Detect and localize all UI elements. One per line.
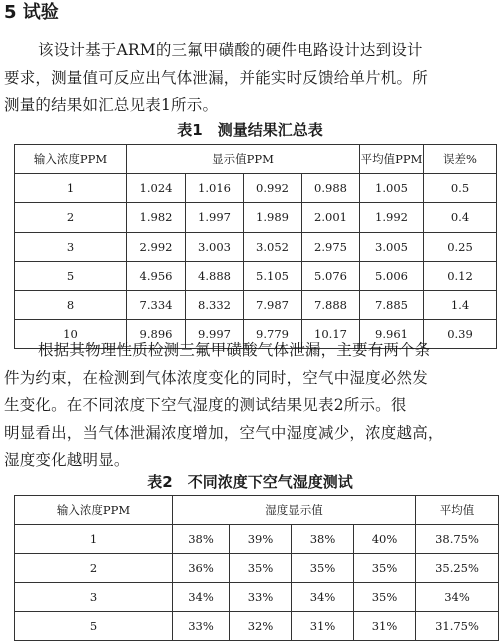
table-cell: 3.052 (244, 232, 302, 261)
table-cell: 0.988 (302, 174, 360, 203)
table-cell: 39% (230, 525, 292, 554)
table-row (15, 290, 497, 319)
table-row (15, 261, 497, 290)
table-cell: 1 (15, 525, 173, 554)
table-row (15, 612, 499, 641)
table-cell: 9.997 (186, 320, 244, 349)
table-1 (14, 144, 497, 349)
table-cell: 1.005 (360, 174, 424, 203)
table-1-body (15, 174, 497, 349)
paragraph-1-line-2: 要求，测量值可反应出气体泄漏，并能实时反馈给单片机。所 (4, 68, 428, 87)
table-cell: 1.024 (127, 174, 186, 203)
table-cell: 9.896 (127, 320, 186, 349)
table-row (15, 203, 497, 232)
table-cell: 34% (416, 583, 499, 612)
table-cell: 4.956 (127, 261, 186, 290)
table-2-caption: 表2 不同浓度下空气湿度测试 (147, 473, 353, 491)
table-cell: 2.992 (127, 232, 186, 261)
paragraph-2-line-1: 根据其物理性质检测三氟甲磺酸气体泄漏，主要有两个条 (38, 341, 431, 359)
table-cell: 0.4 (424, 203, 497, 232)
table-cell: 7.987 (244, 290, 302, 319)
table-cell: 5.105 (244, 261, 302, 290)
table-cell: 31% (292, 612, 354, 641)
paragraph-1 (4, 37, 496, 120)
table-cell: 35.25% (416, 554, 499, 583)
table-cell: 5.006 (360, 261, 424, 290)
table-cell: 32% (230, 612, 292, 641)
table-cell: 35% (292, 554, 354, 583)
paragraph-2-line-5: 湿度变化越明显。 (4, 451, 130, 469)
paragraph-1-line-3: 测量的结果如汇总见表1所示。 (4, 96, 219, 114)
table-cell: 34% (292, 583, 354, 612)
table-2-header-row (15, 496, 499, 525)
section-heading: 5 试验 (4, 2, 59, 23)
table-cell: 1 (15, 174, 127, 203)
table-cell: 9.779 (244, 320, 302, 349)
table-cell: 0.5 (424, 174, 497, 203)
table-cell: 35% (354, 554, 416, 583)
table-cell: 3.005 (360, 232, 424, 261)
table-cell: 35% (354, 583, 416, 612)
table-cell: 7.888 (302, 290, 360, 319)
table-cell: 33% (230, 583, 292, 612)
paragraph-2 (4, 337, 496, 475)
table-cell: 1.989 (244, 203, 302, 232)
table-cell: 1.992 (360, 203, 424, 232)
table-cell: 2 (15, 554, 173, 583)
table-2-header-display: 湿度显示值 (173, 496, 416, 525)
table-1-header-error: 误差% (424, 145, 497, 174)
table-2-body (15, 525, 499, 641)
table-cell: 10.17 (302, 320, 360, 349)
table-cell: 5 (15, 261, 127, 290)
table-row (15, 554, 499, 583)
table-cell: 0.25 (424, 232, 497, 261)
table-1-header-display: 显示值PPM (127, 145, 360, 174)
table-cell: 1.997 (186, 203, 244, 232)
table-cell: 10 (15, 320, 127, 349)
table-row (15, 174, 497, 203)
table-cell: 3 (15, 232, 127, 261)
table-1-header-input: 输入浓度PPM (15, 145, 127, 174)
table-row (15, 232, 497, 261)
paragraph-2-line-2: 件为约束，在检测到气体浓度变化的同时，空气中湿度必然发 (4, 368, 428, 387)
table-cell: 0.992 (244, 174, 302, 203)
table-cell: 38% (173, 525, 230, 554)
table-cell: 0.39 (424, 320, 497, 349)
table-cell: 8.332 (186, 290, 244, 319)
table-cell: 5 (15, 612, 173, 641)
paragraph-2-line-3: 生变化。在不同浓度下空气湿度的测试结果见表2所示。很 (4, 396, 407, 414)
table-cell: 35% (230, 554, 292, 583)
table-1-caption: 表1 测量结果汇总表 (177, 121, 323, 139)
table-cell: 4.888 (186, 261, 244, 290)
table-cell: 1.982 (127, 203, 186, 232)
table-cell: 38.75% (416, 525, 499, 554)
table-cell: 34% (173, 583, 230, 612)
table-cell: 9.961 (360, 320, 424, 349)
table-2-header-average: 平均值 (416, 496, 499, 525)
table-cell: 2 (15, 203, 127, 232)
table-cell: 8 (15, 290, 127, 319)
table-cell: 31% (354, 612, 416, 641)
table-1-header-row (15, 145, 497, 174)
table-cell: 33% (173, 612, 230, 641)
table-cell: 3.003 (186, 232, 244, 261)
table-cell: 5.076 (302, 261, 360, 290)
paragraph-2-line-4: 明显看出，当气体泄漏浓度增加，空气中湿度减少，浓度越高， (4, 423, 444, 442)
table-row (15, 525, 499, 554)
table-cell: 3 (15, 583, 173, 612)
table-cell: 38% (292, 525, 354, 554)
table-2 (14, 495, 499, 641)
table-cell: 40% (354, 525, 416, 554)
paragraph-1-line-1: 该设计基于ARM的三氟甲磺酸的硬件电路设计达到设计 (38, 41, 423, 59)
table-cell: 31.75% (416, 612, 499, 641)
table-cell: 1.016 (186, 174, 244, 203)
table-row (15, 583, 499, 612)
table-2-header-input: 输入浓度PPM (15, 496, 173, 525)
table-cell: 2.975 (302, 232, 360, 261)
table-cell: 1.4 (424, 290, 497, 319)
table-cell: 36% (173, 554, 230, 583)
table-1-header-average: 平均值PPM (360, 145, 424, 174)
table-cell: 2.001 (302, 203, 360, 232)
table-cell: 7.885 (360, 290, 424, 319)
table-cell: 0.12 (424, 261, 497, 290)
table-cell: 7.334 (127, 290, 186, 319)
